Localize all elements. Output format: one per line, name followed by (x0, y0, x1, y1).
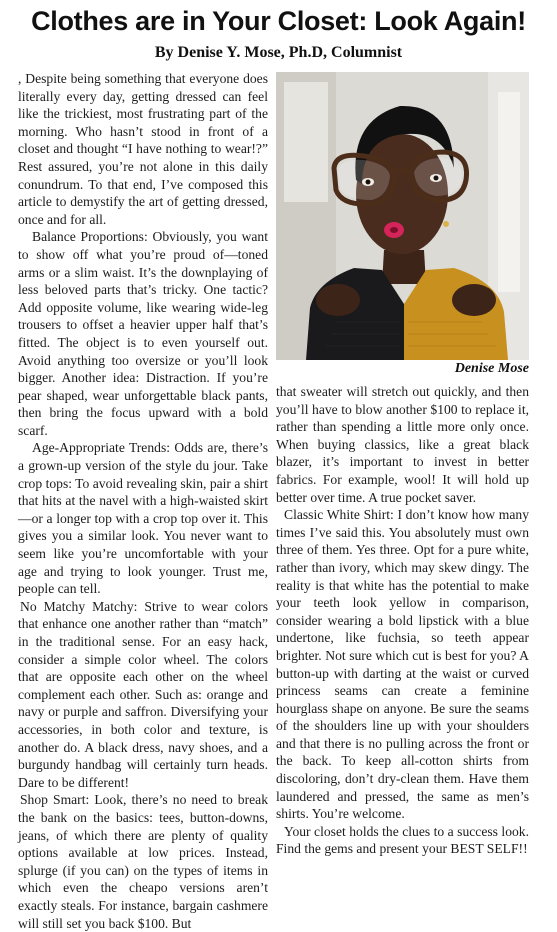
article-paragraph: that sweater will stretch out quickly, and then you’ll have to blow another $100 to replace it, rather than spending a little more only once. When buying classics, like a great black blazer, it’s important to invest in better fabrics. For example, wool! It will hold up better over time. A true pocket saver. (276, 384, 529, 505)
photo-caption: Denise Mose (454, 361, 529, 376)
article-paragraph: Balance Proportions: Obviously, you want to show off what you’re proud of—toned arms or a slim waist. It’s the downplaying of less beloved parts that’s tricky. One tactic? Add opposite volume, like wearing wide-leg trousers to offset a heavier upper half that’s fitted. The object is to even yourself out. Avoid anything too oversize or you’ll look bigger. Another idea: Distraction. If you’re pear shaped, wear unforgettable black pants, then bring the focus upward with a bold scarf. (18, 229, 268, 438)
article-column-right (276, 383, 529, 858)
article-column-left (18, 70, 268, 932)
article-paragraph: No Matchy Matchy: Strive to wear colors that enhance one another rather than “match” in the traditional sense. For an easy hack, consider a simple color wheel. The colors that are opposite each other on the wheel complement each other. Such as: orange and navy or purple and saffron. Diversifying your accessories, in both color and texture, is another do. A black dress, navy shoes, and a burgundy handbag will certainly turn heads. Dare to be different! (18, 598, 268, 790)
article-paragraph: , Despite being something that everyone does literally every day, getting dressed can feel like the trickiest, most frustrating part of the morning. Who hasn’t stood in front of a closet and thought “I have nothing to wear!?” Rest assured, you’re not alone in this daily conundrum. To that end, I’ve composed this article to demystify the art of getting dressed, once and for all. (18, 71, 268, 227)
article-paragraph: Your closet holds the clues to a success look. Find the gems and present your BEST SELF!! (276, 823, 529, 857)
byline: By Denise Y. Mose, Ph.D, Columnist (154, 44, 403, 61)
article-paragraph: Classic White Shirt: I don’t know how many times I’ve said this. You absolutely must own three of them. Yes three. Opt for a pure white, rather than ivory, which may skew dingy. The reality is that white has the potential to make your teeth look yellow in comparison, consider wearing a bold lipstick with a blue undertone, like fuchsia, so teeth appear brighter. Not sure which cut is best for you? A button-up with darting at the waist or curved princess seams can create a feminine hourglass shape on anyone. Be sure the seams of the shoulders line up with your shoulders and that there is no pulling across the front or the back. To keep all-cotton shirts from discoloring, don’t dry-clean them. Have them laundered and pressed, the same as men’s shirts. You’re welcome. (276, 507, 529, 822)
article-paragraph: Age-Appropriate Trends: Odds are, there’s a grown-up version of the style du jour. Take crop tops: To avoid revealing skin, pair a shirt that hits at the navel with a high-waisted skirt—or a longer top with a crop top over it. This gives you a similar look. You never want to seem like you’re uncomfortable with your age and trying to look younger. Trust me, people can tell. (18, 440, 268, 597)
author-photo (276, 72, 529, 360)
headline: Clothes are in Your Closet: Look Again! (31, 6, 526, 36)
article-paragraph: Shop Smart: Look, there’s no need to break the bank on the basics: tees, button-downs, jeans, of which there are plenty of quality options available at low prices. Instead, splurge (if you can) on the types of items in which even the cheapo versions aren’t exactly steals. For instance, bargain cashmere will still set you back $100. But (18, 792, 268, 931)
